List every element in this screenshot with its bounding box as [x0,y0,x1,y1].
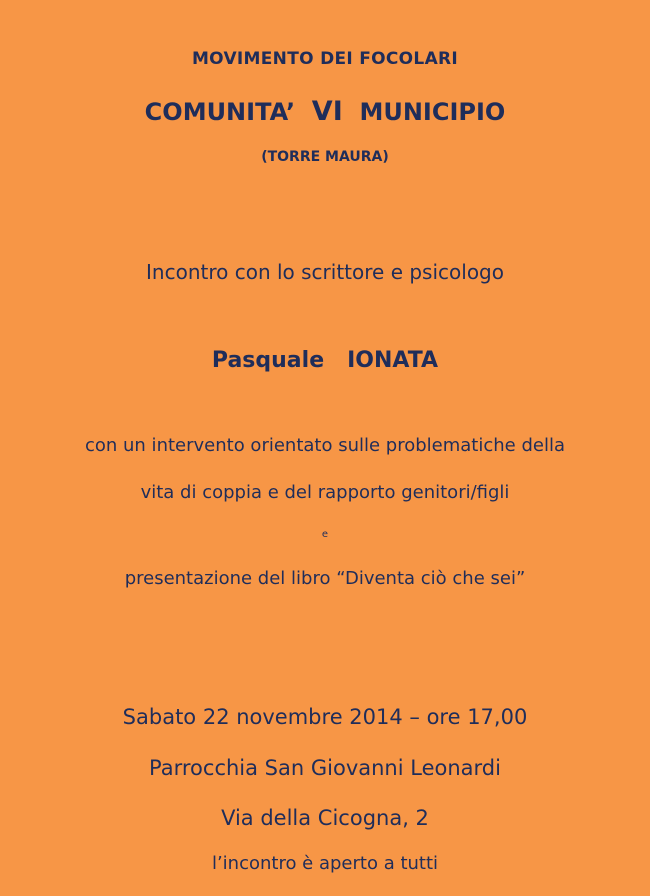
description-line-2: vita di coppia e del rapporto genitori/figli [140,482,510,503]
community-prefix: COMUNITA’ [144,98,296,126]
speaker-last-name: IONATA [347,348,439,373]
speaker-name [0,350,650,372]
area-name: (TORRE MAURA) [261,149,389,165]
organization-name: MOVIMENTO DEI FOCOLARI [191,49,459,69]
open-to-all-note: l’incontro è aperto a tutti [211,853,439,874]
book-presentation: presentazione del libro “Diventa ciò che sei” [124,568,526,589]
event-intro: Incontro con lo scrittore e psicologo [146,260,504,284]
description-line-1: con un intervento orientato sulle problematiche della [84,435,565,456]
conjunction: e [321,529,329,540]
community-roman-numeral: VI [311,96,343,127]
event-venue: Parrocchia San Giovanni Leonardi [149,756,501,780]
speaker-first-name: Pasquale [211,348,325,373]
event-date-time: Sabato 22 novembre 2014 – ore 17,00 [122,705,528,729]
community-suffix: MUNICIPIO [359,98,506,126]
event-address: Via della Cicogna, 2 [221,806,429,830]
community-title [0,98,650,125]
